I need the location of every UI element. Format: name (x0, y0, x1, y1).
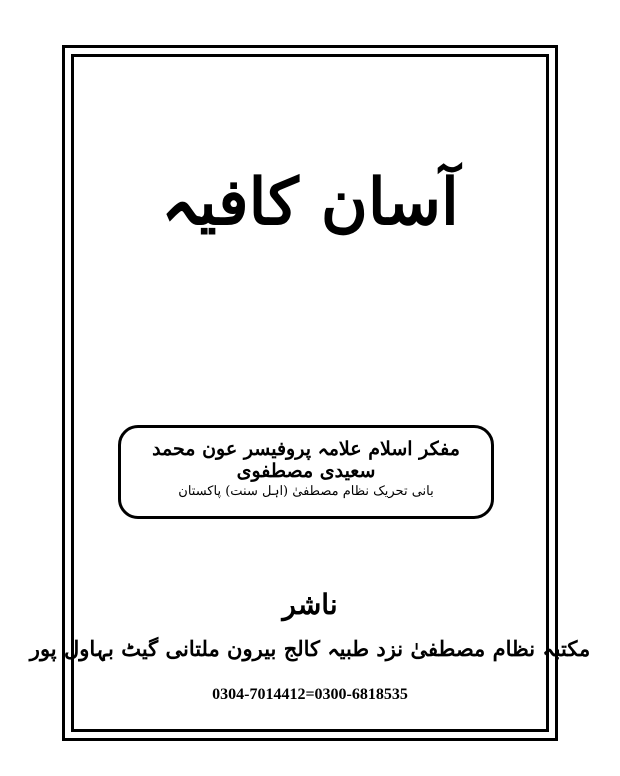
book-title: آسان کافیہ (161, 165, 459, 240)
author-name: مفکر اسلام علامہ پروفیسر عون محمد سعیدی مصطفوی (152, 438, 460, 482)
author-box (118, 425, 494, 519)
author-role: بانی تحریک نظام مصطفیٰ (اہل سنت) پاکستان (178, 484, 434, 499)
page-border-inner (71, 54, 549, 732)
publisher-phone: 0304-7014412=0300-6818535 (212, 686, 408, 703)
publisher-address: مکتبہ نظام مصطفیٰ نزد طبیہ کالج بیرون ملتانی گیٹ بہاول پور (29, 636, 591, 661)
publisher-label: ناشر (282, 588, 338, 621)
